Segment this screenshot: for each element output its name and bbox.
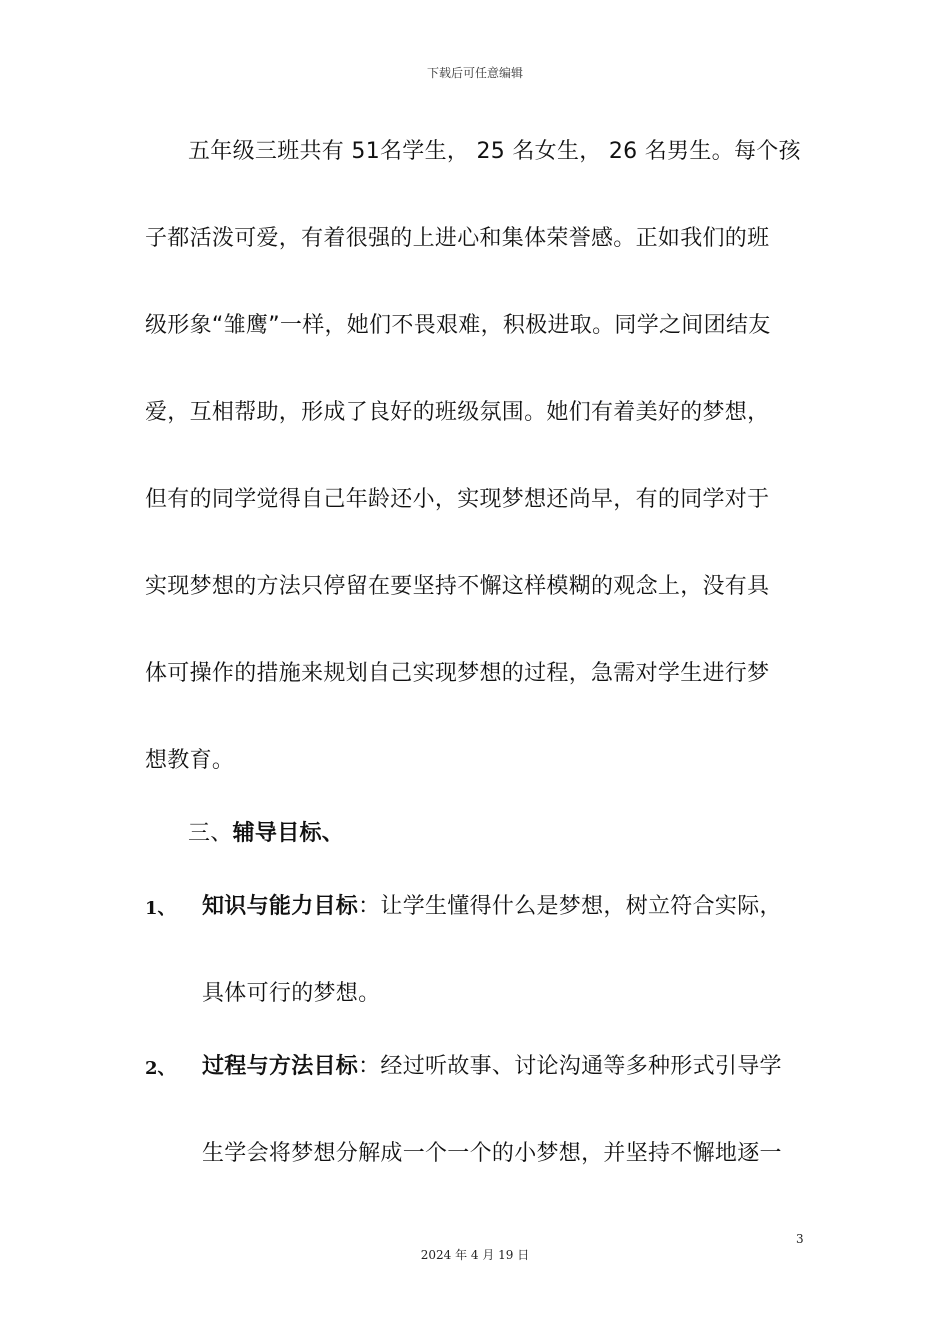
paragraph-line: 想教育。 xyxy=(145,748,235,773)
list-item-line xyxy=(202,1052,782,1082)
list-item-number: 2、 xyxy=(145,1058,176,1079)
page-number: 3 xyxy=(796,1232,804,1246)
page-header: 下载后可任意编辑 xyxy=(426,66,523,80)
section-heading xyxy=(188,819,344,849)
paragraph-line: 体可操作的措施来规划自己实现梦想的过程，急需对学生进行梦 xyxy=(145,661,770,686)
page-footer-date: 2024 年 4 月 19 日 xyxy=(420,1248,530,1262)
list-item-line: 生学会将梦想分解成一个一个的小梦想，并坚持不懈地逐一 xyxy=(202,1141,782,1166)
paragraph-line: 子都活泼可爱，有着很强的上进心和集体荣誉感。正如我们的班 xyxy=(145,226,770,251)
list-item-line: 具体可行的梦想。 xyxy=(202,981,381,1006)
paragraph-line: 级形象“雏鹰”一样，她们不畏艰难，积极进取。同学之间团结友 xyxy=(145,313,771,338)
list-item-number: 1、 xyxy=(145,898,176,919)
paragraph-line: 实现梦想的方法只停留在要坚持不懈这样模糊的观念上，没有具 xyxy=(145,574,770,599)
paragraph-line: 五年级三班共有 51名学生， 25 名女生， 26 名男生。每个孩 xyxy=(188,139,801,164)
paragraph-line: 爱，互相帮助，形成了良好的班级氛围。她们有着美好的梦想， xyxy=(145,400,770,425)
paragraph-line: 但有的同学觉得自己年龄还小，实现梦想还尚早，有的同学对于 xyxy=(145,487,770,512)
list-item-label: 过程与方法目标 xyxy=(202,1054,359,1079)
section-heading-title: 辅导目标、 xyxy=(232,821,345,846)
list-item-text: ：经过听故事、讨论沟通等多种形式引导学 xyxy=(358,1054,782,1079)
list-item-line xyxy=(202,892,782,922)
list-item-text: ：让学生懂得什么是梦想，树立符合实际， xyxy=(358,894,782,919)
section-heading-prefix: 三、 xyxy=(188,821,233,846)
list-item-label: 知识与能力目标 xyxy=(202,894,359,919)
